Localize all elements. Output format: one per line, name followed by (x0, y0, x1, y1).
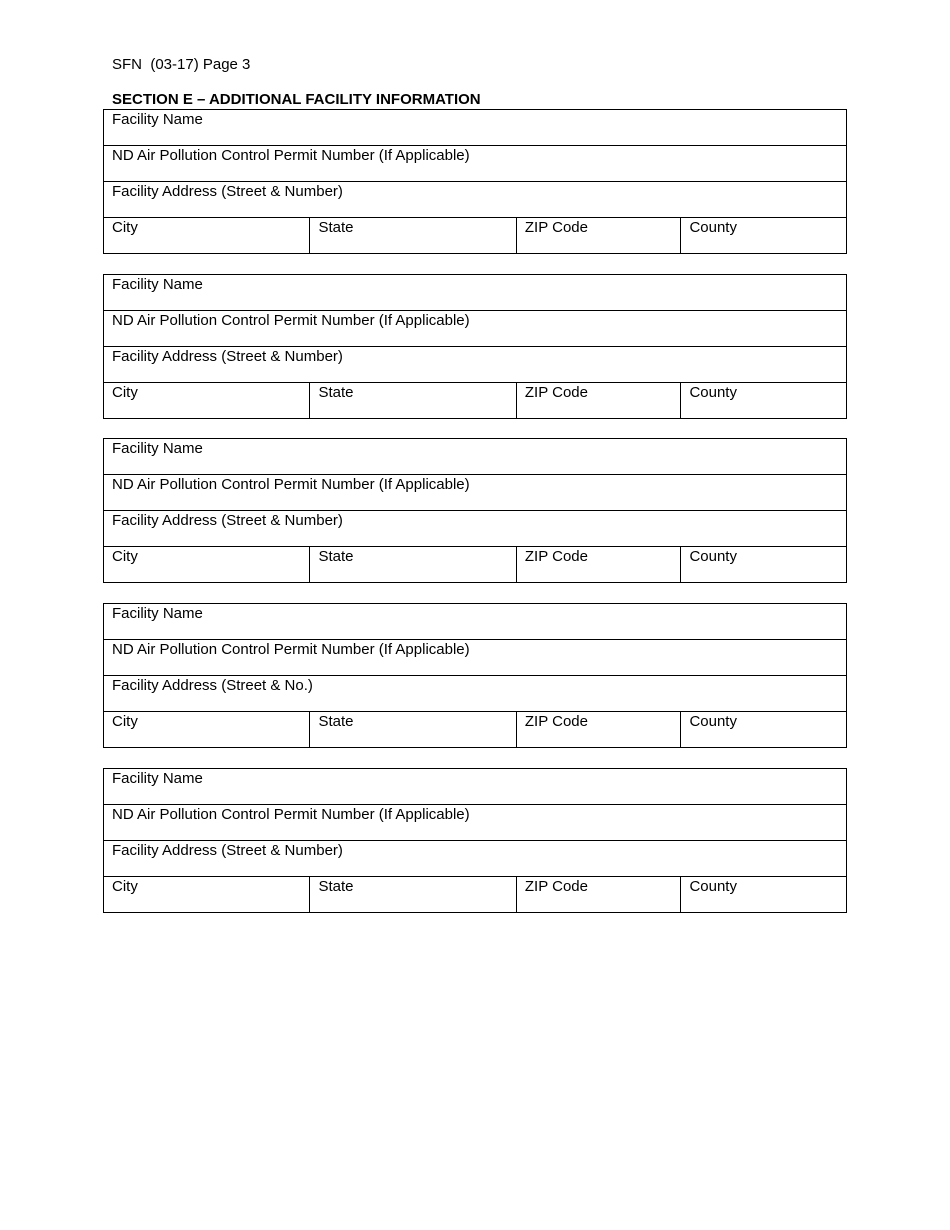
permit-number-label: ND Air Pollution Control Permit Number (If Applicable) (112, 147, 470, 164)
state-label: State (318, 713, 354, 730)
permit-number-field[interactable] (104, 146, 846, 182)
county-label: County (689, 713, 737, 730)
county-label: County (689, 219, 737, 236)
facility-address-field[interactable] (104, 841, 846, 877)
section-title: SECTION E – ADDITIONAL FACILITY INFORMATION (112, 91, 481, 108)
zip-code-field[interactable] (517, 712, 682, 747)
state-field[interactable] (310, 712, 516, 747)
permit-number-label: ND Air Pollution Control Permit Number (If Applicable) (112, 476, 470, 493)
facility-address-label: Facility Address (Street & Number) (112, 348, 343, 365)
facility-address-label: Facility Address (Street & Number) (112, 842, 343, 859)
county-field[interactable] (681, 547, 846, 582)
permit-number-field[interactable] (104, 805, 846, 841)
city-field[interactable] (104, 547, 310, 582)
county-label: County (689, 548, 737, 565)
location-row (104, 218, 846, 253)
facility-address-label: Facility Address (Street & No.) (112, 677, 313, 694)
facility-name-label: Facility Name (112, 605, 203, 622)
city-label: City (112, 548, 138, 565)
facility-name-field[interactable] (104, 769, 846, 805)
zip-code-field[interactable] (517, 383, 682, 418)
zip-code-label: ZIP Code (524, 219, 588, 236)
zip-code-label: ZIP Code (524, 548, 588, 565)
zip-code-label: ZIP Code (524, 878, 588, 895)
facility-block-1 (103, 109, 847, 254)
state-field[interactable] (310, 877, 516, 912)
county-field[interactable] (681, 877, 846, 912)
facility-name-field[interactable] (104, 275, 846, 311)
county-label: County (689, 878, 737, 895)
facility-name-label: Facility Name (112, 276, 203, 293)
location-row (104, 383, 846, 418)
city-field[interactable] (104, 218, 310, 253)
location-row (104, 547, 846, 582)
facility-name-field[interactable] (104, 110, 846, 146)
permit-number-field[interactable] (104, 640, 846, 676)
facility-name-label: Facility Name (112, 111, 203, 128)
city-label: City (112, 219, 138, 236)
facility-name-label: Facility Name (112, 440, 203, 457)
city-label: City (112, 384, 138, 401)
permit-number-field[interactable] (104, 475, 846, 511)
permit-number-label: ND Air Pollution Control Permit Number (If Applicable) (112, 641, 470, 658)
facility-name-label: Facility Name (112, 770, 203, 787)
permit-number-field[interactable] (104, 311, 846, 347)
state-label: State (318, 384, 354, 401)
state-field[interactable] (310, 383, 516, 418)
zip-code-label: ZIP Code (524, 384, 588, 401)
county-field[interactable] (681, 712, 846, 747)
county-label: County (689, 384, 737, 401)
city-field[interactable] (104, 383, 310, 418)
state-label: State (318, 878, 354, 895)
permit-number-label: ND Air Pollution Control Permit Number (If Applicable) (112, 312, 470, 329)
facility-block-4 (103, 603, 847, 748)
facility-address-field[interactable] (104, 676, 846, 712)
facility-block-2 (103, 274, 847, 419)
facility-block-5 (103, 768, 847, 913)
form-page-header: SFN (03-17) Page 3 (112, 56, 251, 73)
facility-block-3 (103, 438, 847, 583)
zip-code-field[interactable] (517, 218, 682, 253)
city-field[interactable] (104, 712, 310, 747)
facility-address-field[interactable] (104, 182, 846, 218)
state-label: State (318, 548, 354, 565)
county-field[interactable] (681, 218, 846, 253)
facility-address-field[interactable] (104, 511, 846, 547)
zip-code-field[interactable] (517, 547, 682, 582)
city-label: City (112, 713, 138, 730)
facility-address-field[interactable] (104, 347, 846, 383)
state-field[interactable] (310, 547, 516, 582)
facility-address-label: Facility Address (Street & Number) (112, 183, 343, 200)
permit-number-label: ND Air Pollution Control Permit Number (If Applicable) (112, 806, 470, 823)
location-row (104, 877, 846, 912)
facility-address-label: Facility Address (Street & Number) (112, 512, 343, 529)
facility-name-field[interactable] (104, 439, 846, 475)
city-field[interactable] (104, 877, 310, 912)
facility-name-field[interactable] (104, 604, 846, 640)
county-field[interactable] (681, 383, 846, 418)
city-label: City (112, 878, 138, 895)
zip-code-label: ZIP Code (524, 713, 588, 730)
zip-code-field[interactable] (517, 877, 682, 912)
state-label: State (318, 219, 354, 236)
location-row (104, 712, 846, 747)
state-field[interactable] (310, 218, 516, 253)
